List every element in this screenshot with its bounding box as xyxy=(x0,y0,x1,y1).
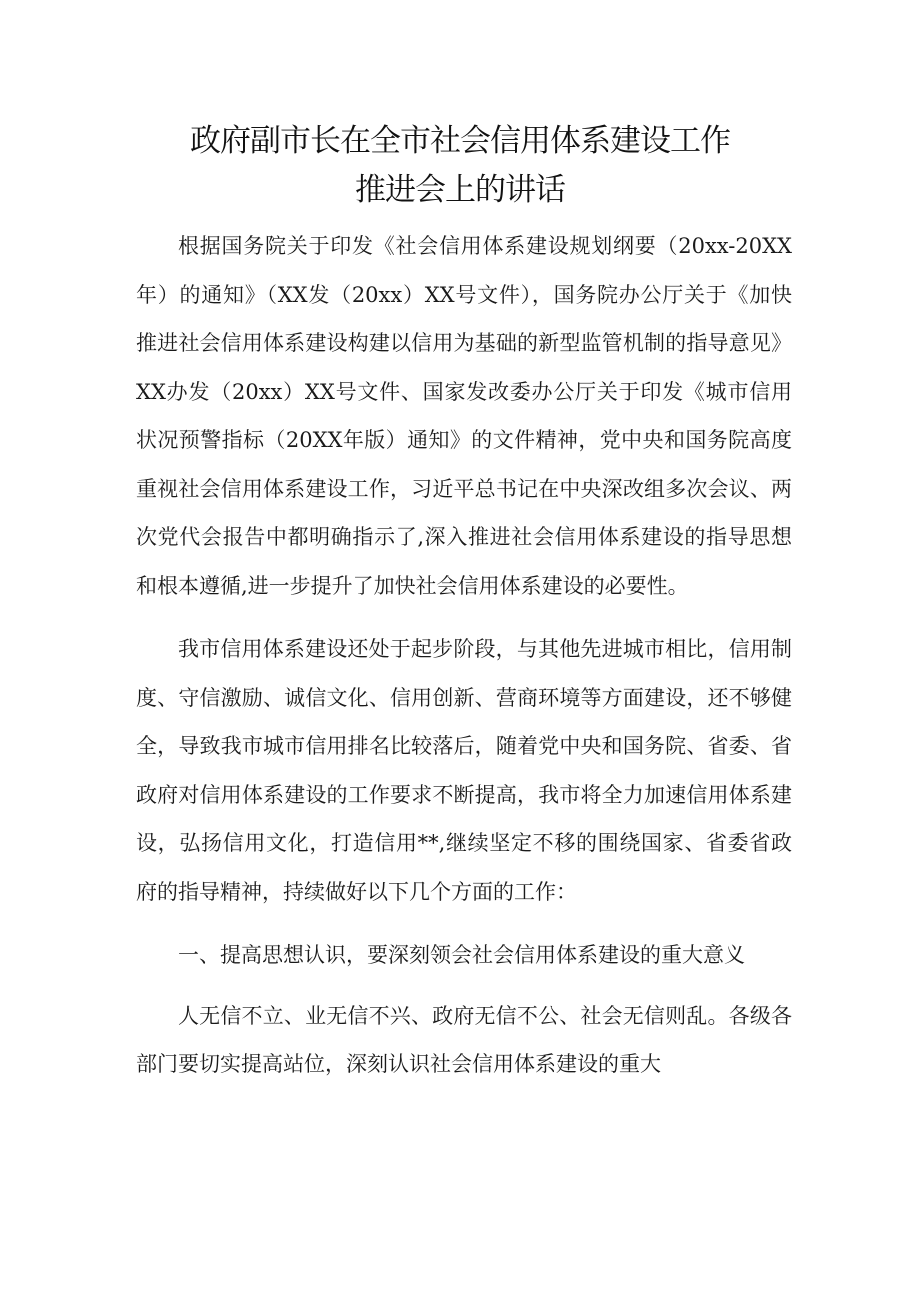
body-paragraph: 人无信不立、业无信不兴、政府无信不公、社会无信则乱。各级各部门要切实提高站位，深刻认识社会信用体系建设的重大 xyxy=(136,1003,792,1076)
document-title-line-1: 政府副市长在全市社会信用体系建设工作 xyxy=(190,123,730,159)
document-title-line-2: 推进会上的讲话 xyxy=(355,172,565,208)
document-body xyxy=(136,222,792,1104)
body-paragraph: 我市信用体系建设还处于起步阶段，与其他先进城市相比，信用制度、守信激励、诚信文化、信用创新、营商环境等方面建设，还不够健全，导致我市城市信用排名比较落后，随着党中央和国务院、省委、省政府对信用体系建设的工作要求不断提高，我市将全力加速信用体系建设，弘扬信用文化，打造信用**,继续坚定不移的围绕国家、省委省政府的指导精神，持续做好以下几个方面的工作： xyxy=(136,637,792,904)
body-paragraph: 根据国务院关于印发《社会信用体系建设规划纲要（20xx-20XX年）的通知》（XX发（20xx）XX号文件），国务院办公厅关于《加快推进社会信用体系建设构建以信用为基础的新型监管机制的指导意见》XX办发（20xx）XX号文件、国家发改委办公厅关于印发《城市信用状况预警指标（20XX年版）通知》的文件精神，党中央和国务院高度重视社会信用体系建设工作，习近平总书记在中央深改组多次会议、两次党代会报告中都明确指示了,深入推进社会信用体系建设的指导思想和根本遵循,进一步提升了加快社会信用体系建设的必要性。 xyxy=(136,234,792,598)
section-heading: 一、提高思想认识，要深刻领会社会信用体系建设的重大意义 xyxy=(178,943,745,967)
